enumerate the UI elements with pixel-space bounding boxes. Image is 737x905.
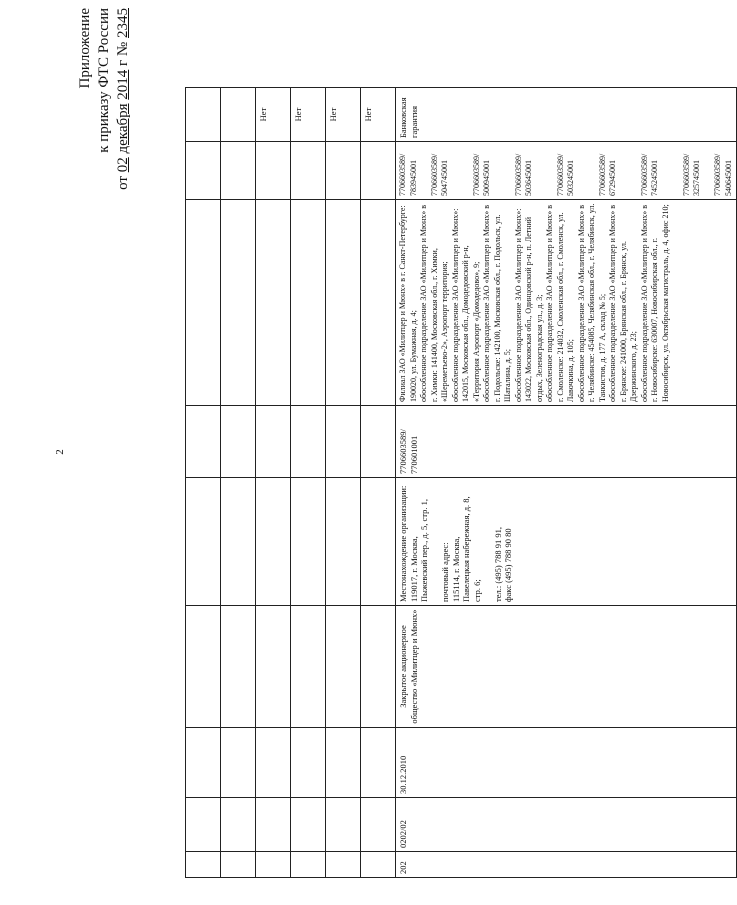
table-cell <box>186 852 221 878</box>
header-date-line <box>114 8 133 408</box>
table-cell <box>256 852 291 878</box>
header-date-day: 02 <box>115 157 131 173</box>
table-cell <box>221 200 256 406</box>
table-cell <box>326 606 361 728</box>
table-cell <box>186 478 221 606</box>
table-cell <box>221 852 256 878</box>
table-cell <box>291 728 326 798</box>
table-cell <box>326 142 361 200</box>
table-cell <box>291 798 326 852</box>
table-row <box>256 88 291 878</box>
flag-cell-2: Нет <box>326 88 361 142</box>
row-number-cell: 202 <box>396 852 737 878</box>
table-cell <box>186 142 221 200</box>
table-cell <box>361 852 396 878</box>
address-cell: Местонахождение организации: 119017, г. Москва, Пыжевский пер., д. 5, стр. 1, почтовый адрес: 115114, г. Москва, Павелецкая набережная, д. 8, стр. 6; тел.: (495) 788 91 91, факс (495) 788 90 80 <box>396 478 737 606</box>
table-cell <box>186 406 221 478</box>
table-cell <box>221 478 256 606</box>
inn-kpp-cell: 7706603589/ 770601001 <box>396 406 737 478</box>
table-cell <box>291 606 326 728</box>
table-cell <box>326 406 361 478</box>
table-row <box>326 88 361 878</box>
inclusion-date-cell: 30.12.2010 <box>396 728 737 798</box>
table-cell <box>361 798 396 852</box>
table-cell <box>186 88 221 142</box>
table-row <box>221 88 256 878</box>
table-cell <box>221 88 256 142</box>
flag-cell-1: Нет <box>361 88 396 142</box>
table-cell <box>256 478 291 606</box>
table-cell <box>326 200 361 406</box>
table-cell <box>326 798 361 852</box>
table-cell <box>361 478 396 606</box>
header-order-number: 2345 <box>115 8 131 38</box>
registry-table <box>185 88 733 878</box>
table-cell <box>256 606 291 728</box>
table-cell <box>221 728 256 798</box>
header-date-suffix: г <box>115 59 131 66</box>
table-cell <box>221 406 256 478</box>
table-cell <box>291 200 326 406</box>
branch-inn-kpp-cell: 7706603589/ 783945001 7706603589/ 504745001 7706603589/ 500945001 7706603589/ 503645001 7706603589/ 503245001 7706603589/ 672945001 7706603589/ 745245001 7706603589/ 325745001 7706603589/ 540645001 <box>396 142 737 200</box>
table-cell <box>291 852 326 878</box>
table-row <box>361 88 396 878</box>
table-cell <box>256 142 291 200</box>
registry-table-grid <box>185 87 737 878</box>
table-cell <box>186 606 221 728</box>
header-date-month: декабря <box>115 103 131 154</box>
guarantee-cell: Банковская гарантия <box>396 88 737 142</box>
table-cell <box>361 200 396 406</box>
header-order-ref: к приказу ФТС России <box>96 8 112 153</box>
table-cell <box>186 728 221 798</box>
table-row <box>291 88 326 878</box>
branches-cell: Филиал ЗАО «Милитцер и Мюнх» в г. Санкт-Петербурге: 190020, ул. Бумажная, д. 4; обособленное подразделение ЗАО «Милитцер и Мюнх» в г. Химки: 141400, Московская обл., г. Химки, «Шереметьево-2», Аэропорт территория; обособленное подразделение ЗАО «Милитцер и Мюнх»: 142015, Московская обл., Домодедовский р-н, «Территория Аэропорт «Домодедово», 9; обособленное подразделение ЗАО «Милитцер и Мюнх» в г. Подольске: 142100, Московская обл., г. Подольск, ул. Шаталина, д. 5; обособленное подразделение ЗАО «Милитцер и Мюнх»: 143022, Московская обл., Одинцовский р-н, п. Летний отдых, Зеленоградская ул., д. 3; обособленное подразделение ЗАО «Милитцер и Мюнх» в г. Смоленске: 214032, Смоленская обл., г. Смоленск, ул. Лавочкина, д. 105; обособленное подразделение ЗАО «Милитцер и Мюнх» в г. Челябинске: 454085, Челябинская обл., г. Челябинск, ул. Танкистов, д. 177 А, склад № 5; обособленное подразделение ЗАО «Милитцер и Мюнх» в г. Брянске: 241000, Брянская обл., г. Брянск, ул. Дзержинского, д. 23; обособленное подразделение ЗАО «Милитцер и Мюнх» в г. Новосибирске: 630007, Новосибирская обл., г. Новосибирск, ул. Октябрьская магистраль, д. 4, офис 210; <box>396 200 737 406</box>
organization-name-cell: Закрытое акционерное общество «Милитцер и Мюнх» <box>396 606 737 728</box>
header-date-prefix: от <box>115 176 131 190</box>
header-number-sign: № <box>115 41 131 57</box>
flag-cell-3: Нет <box>291 88 326 142</box>
table-cell <box>361 406 396 478</box>
table-cell <box>221 606 256 728</box>
page-number: 2 <box>54 449 66 455</box>
table-cell <box>361 728 396 798</box>
table-cell <box>256 798 291 852</box>
table-cell <box>291 406 326 478</box>
table-cell <box>326 728 361 798</box>
table-cell <box>361 606 396 728</box>
header-date-year: 2014 <box>115 69 131 100</box>
table-cell <box>186 200 221 406</box>
table-cell <box>221 142 256 200</box>
table-cell <box>256 406 291 478</box>
table-cell <box>186 798 221 852</box>
table-cell <box>361 142 396 200</box>
table-cell <box>291 478 326 606</box>
table-row <box>396 88 737 878</box>
table-cell <box>326 478 361 606</box>
registration-number-cell: 0202/02 <box>396 798 737 852</box>
table-cell <box>291 142 326 200</box>
flag-cell-4: Нет <box>256 88 291 142</box>
table-cell <box>256 200 291 406</box>
table-cell <box>221 798 256 852</box>
order-header <box>76 8 160 408</box>
header-title: Приложение <box>77 8 93 89</box>
table-row <box>186 88 221 878</box>
table-cell <box>326 852 361 878</box>
table-cell <box>256 728 291 798</box>
